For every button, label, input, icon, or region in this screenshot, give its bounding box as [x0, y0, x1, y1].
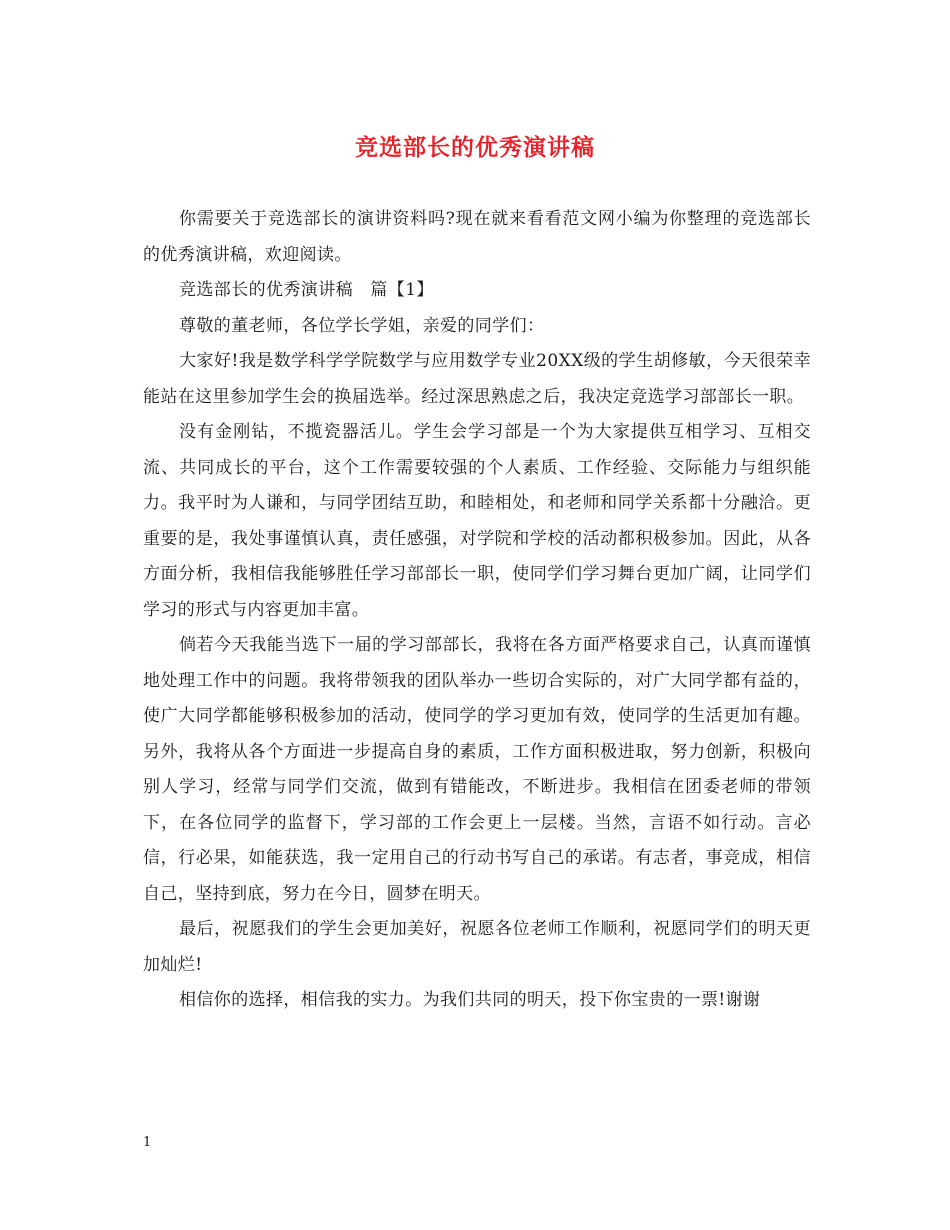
document-title: 竞选部长的优秀演讲稿	[355, 134, 595, 161]
wishes-paragraph: 最后，祝愿我们的学生会更加美好，祝愿各位老师工作顺利，祝愿同学们的明天更加灿烂!	[143, 919, 811, 975]
plan-paragraph: 倘若今天我能当选下一届的学习部部长，我将在各方面严格要求自己，认真而谨慎地处理工作中的问题。我将带领我的团队举办一些切合实际的，对广大同学都有益的，使广大同学都能够积极参加的活动，使同学的学习更加有效，使同学的生活更加有趣。另外，我将从各个方面进一步提高自身的素质，工作方面积极进取，努力创新，积极向别人学习，经常与同学们交流，做到有错能改，不断进步。我相信在团委老师的带领下，在各位同学的监督下，学习部的工作会更上一层楼。当然，言语不如行动。言必信，行必果，如能获选，我一定用自己的行动书写自己的承诺。有志者，事竞成，相信自己，坚持到底，努力在今日，圆梦在明天。	[143, 635, 811, 904]
document-body	[143, 202, 811, 1019]
closing-paragraph: 相信你的选择，相信我的实力。为我们共同的明天，投下你宝贵的一票!谢谢	[179, 990, 761, 1010]
greeting-paragraph: 大家好!我是数学科学学院数学与应用数学专业20XX级的学生胡修敏，今天很荣幸能站在这里参加学生会的换届选举。经过深思熟虑之后，我决定竞选学习部部长一职。	[143, 351, 811, 407]
qualification-paragraph: 没有金刚钻，不揽瓷器活儿。学生会学习部是一个为大家提供互相学习、互相交流、共同成长的平台，这个工作需要较强的个人素质、工作经验、交际能力与组织能力。我平时为人谦和，与同学团结互助，和睦相处，和老师和同学关系都十分融洽。更重要的是，我处事谨慎认真，责任感强，对学院和学校的活动都积极参加。因此，从各方面分析，我相信我能够胜任学习部部长一职，使同学们学习舞台更加广阔，让同学们学习的形式与内容更加丰富。	[143, 422, 811, 620]
section-heading: 竞选部长的优秀演讲稿 篇【1】	[179, 280, 434, 300]
salutation-paragraph: 尊敬的董老师，各位学长学姐，亲爱的同学们：	[179, 315, 545, 336]
page-number: 1	[143, 1135, 152, 1150]
intro-paragraph: 你需要关于竞选部长的演讲资料吗?现在就来看看范文网小编为你整理的竞选部长的优秀演讲稿，欢迎阅读。	[143, 209, 811, 265]
